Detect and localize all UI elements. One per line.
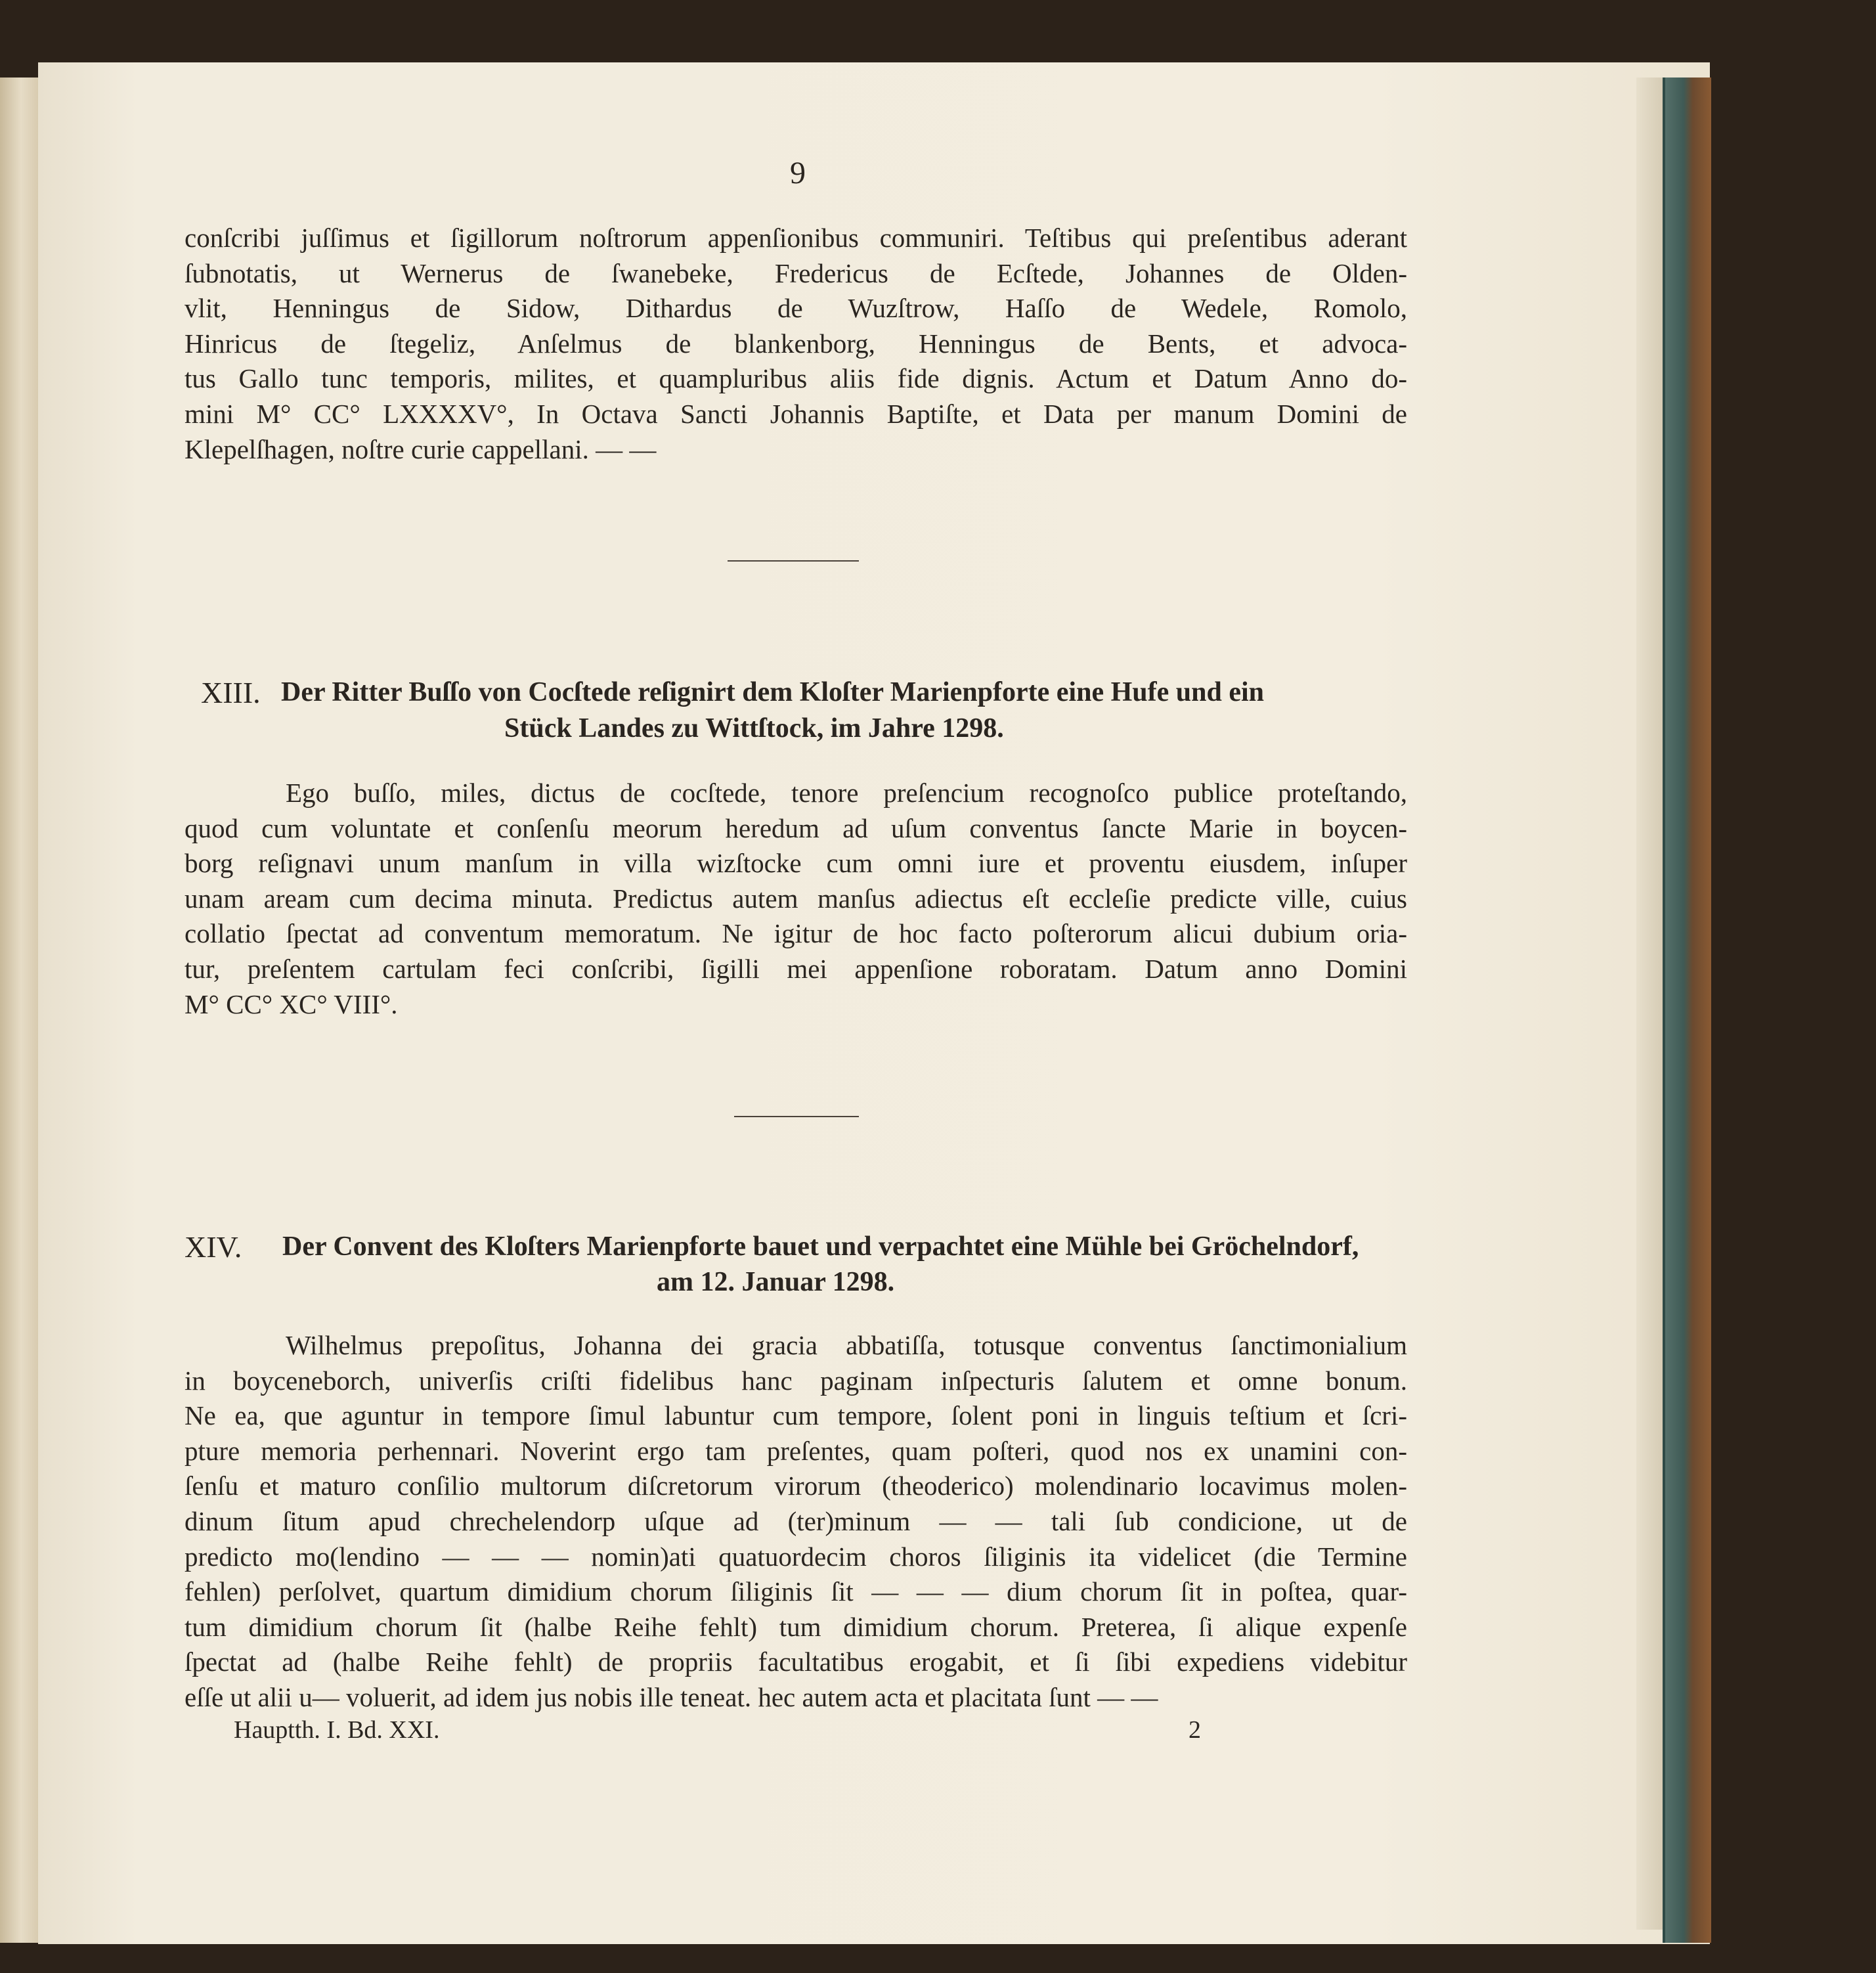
- section-number-xiii: XIII.: [201, 676, 261, 709]
- section-xiii-paragraph: [185, 776, 1407, 1022]
- text-line: mini M° CC° LXXXXV°, In Octava Sancti Johannis Baptiſte, et Data per manum Domini de: [185, 398, 1407, 429]
- text-line: vlit, Henningus de Sidow, Dithardus de Wuzſtrow, Haſſo de Wedele, Romolo,: [185, 293, 1407, 324]
- text-line: conſcribi juſſimus et ſigillorum noſtrorum appenſionibus communiri. Teſtibus qui preſentibus aderant: [185, 223, 1407, 253]
- text-line: predicto mo(lendino — — — nomin)ati quatuordecim choros ſiliginis ita videlicet (die Termine: [185, 1541, 1407, 1572]
- book-cover-edge: [1663, 78, 1711, 1943]
- section-xiv-paragraph: [185, 1328, 1407, 1716]
- section-title-xiii-line1: Der Ritter Buſſo von Cocſtede reſignirt dem Kloſter Marienpforte eine Hufe und ein: [281, 677, 1264, 707]
- page-number: 9: [790, 156, 806, 190]
- text-line: unam aream cum decima minuta. Predictus autem manſus adiectus eſt eccleſie predicte ville, cuius: [185, 883, 1407, 914]
- text-line: ſenſu et maturo conſilio multorum diſcretorum virorum (theoderico) molendinario locavimus molen-: [185, 1471, 1407, 1501]
- text-line: Hinricus de ſtegeliz, Anſelmus de blankenborg, Henningus de Bents, et advoca-: [185, 328, 1407, 359]
- intro-paragraph: [185, 221, 1407, 467]
- section-title-xiv-line2: am 12. Januar 1298.: [657, 1267, 895, 1297]
- section-title-xiii-line2: Stück Landes zu Wittſtock, im Jahre 1298.: [504, 713, 1004, 743]
- text-line: tur, preſentem cartulam feci conſcribi, ſigilli mei appenſione roboratam. Datum anno Domini: [185, 953, 1407, 984]
- text-line: tum dimidium chorum ſit (halbe Reihe fehlt) tum dimidium chorum. Preterea, ſi alique expenſe: [185, 1611, 1407, 1642]
- text-line: fehlen) perſolvet, quartum dimidium chorum ſiliginis ſit — — — dium chorum ſit in poſtea, quar-: [185, 1576, 1407, 1607]
- text-line: in boyceneborch, univerſis criſti fidelibus hanc paginam inſpecturis ſalutem et omne bonum.: [185, 1365, 1407, 1396]
- text-line: dinum ſitum apud chrechelendorp uſque ad (ter)minum — — tali ſub condicione, ut de: [185, 1505, 1407, 1536]
- section-divider: [734, 1116, 859, 1117]
- text-line: Wilhelmus prepoſitus, Johanna dei gracia abbatiſſa, totusque conventus ſanctimonialium: [286, 1330, 1407, 1360]
- footer-signature: 2: [1189, 1716, 1201, 1744]
- left-page-edge: [0, 78, 40, 1943]
- footer-volume: Hauptth. I. Bd. XXI.: [234, 1716, 440, 1744]
- text-line: Ego buſſo, miles, dictus de cocſtede, tenore preſencium recognoſco publice proteſtando,: [286, 778, 1407, 808]
- text-line: collatio ſpectat ad conventum memoratum. Ne igitur de hoc facto poſterorum alicui dubium oria-: [185, 918, 1407, 949]
- text-line: quod cum voluntate et conſenſu meorum heredum ad uſum conventus ſancte Marie in boycen-: [185, 812, 1407, 843]
- section-number-xiv: XIV.: [185, 1230, 242, 1264]
- text-line: Klepelſhagen, noſtre curie cappellani. — —: [185, 433, 657, 464]
- page-edge-shadow: [1636, 78, 1663, 1930]
- text-line: eſſe ut alii u— voluerit, ad idem jus nobis ille teneat. hec autem acta et placitata ſunt — —: [185, 1681, 1158, 1712]
- text-line: Ne ea, que aguntur in tempore ſimul labuntur cum tempore, ſolent poni in linguis teſtium et ſcri-: [185, 1400, 1407, 1431]
- section-title-xiv-line1: Der Convent des Kloſters Marienpforte bauet und verpachtet eine Mühle bei Gröchelndorf,: [282, 1231, 1359, 1262]
- text-line: tus Gallo tunc temporis, milites, et quampluribus aliis fide dignis. Actum et Datum Anno do-: [185, 363, 1407, 394]
- text-line: ſpectat ad (halbe Reihe fehlt) de propriis facultatibus erogabit, et ſi ſibi expediens videbitur: [185, 1647, 1407, 1677]
- text-line: pture memoria perhennari. Noverint ergo tam preſentes, quam poſteri, quod nos ex unamini con-: [185, 1435, 1407, 1466]
- text-line: ſubnotatis, ut Wernerus de ſwanebeke, Fredericus de Ecſtede, Johannes de Olden-: [185, 257, 1407, 288]
- text-line: borg reſignavi unum manſum in villa wizſtocke cum omni iure et proventu eiusdem, inſuper: [185, 848, 1407, 879]
- text-line: M° CC° XC° VIII°.: [185, 988, 398, 1019]
- section-divider: [728, 560, 859, 562]
